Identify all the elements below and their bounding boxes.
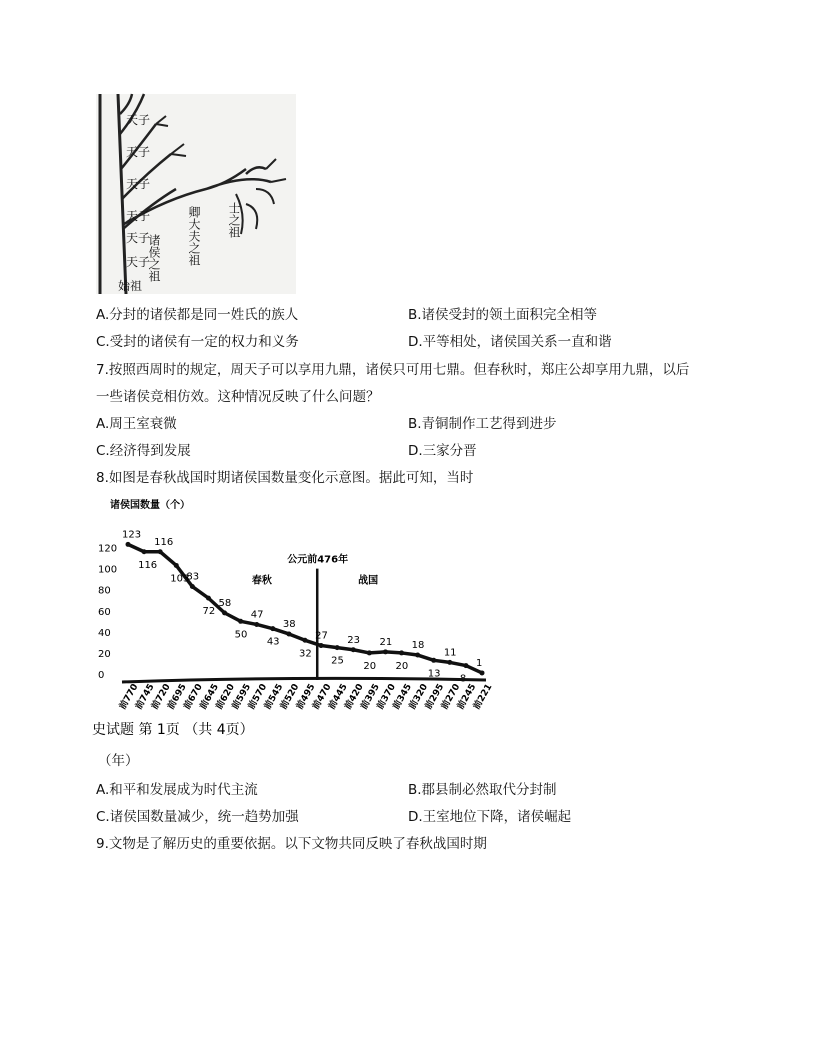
zhuhou-label: 诸侯之祖 — [147, 234, 161, 282]
q7-option-c: C.经济得到发展 — [96, 443, 191, 459]
value-label: 21 — [379, 636, 393, 648]
data-point — [319, 643, 324, 648]
q7-stem-line2: 一些诸侯竞相仿效。这种情况反映了什么问题？ — [96, 389, 380, 405]
value-label: 25 — [331, 655, 344, 667]
x-tick-label: 前345 — [391, 682, 415, 712]
x-tick-label: 前695 — [166, 682, 189, 712]
q8-option-a: A.和平和发展成为时代主流 — [96, 782, 258, 798]
y-tick-label: 0 — [98, 670, 105, 681]
data-point — [399, 650, 404, 655]
data-point — [270, 626, 275, 631]
tianzi-label-6: 天子 — [126, 255, 151, 269]
data-point — [447, 660, 452, 665]
divider-label: 公元前476年 — [287, 554, 349, 566]
data-point — [238, 619, 243, 624]
tianzi-label-5: 天子 — [126, 231, 151, 245]
x-tick-label: 前395 — [359, 682, 382, 712]
data-point — [480, 670, 485, 675]
x-tick-label: 前245 — [455, 682, 479, 712]
data-point — [126, 542, 131, 547]
value-label: 32 — [299, 648, 312, 660]
value-label: 47 — [250, 609, 264, 621]
value-label: 116 — [154, 536, 174, 548]
x-tick-label: 前495 — [294, 682, 318, 712]
q7-option-a: A.周王室衰微 — [96, 416, 177, 432]
q6-option-d: D.平等相处，诸侯国关系一直和谐 — [408, 334, 612, 350]
x-tick-label: 前320 — [407, 682, 431, 712]
value-label: 27 — [315, 630, 328, 642]
x-tick-label: 前645 — [198, 682, 221, 712]
q9-stem: 9.文物是了解历史的重要依据。以下文物共同反映了春秋战国时期 — [96, 836, 487, 852]
y-tick-label: 120 — [98, 543, 118, 555]
value-label: 1 — [476, 657, 483, 669]
data-point — [303, 638, 308, 643]
value-label: 8 — [459, 673, 467, 685]
data-point — [254, 622, 259, 627]
value-label: 38 — [282, 618, 296, 630]
x-tick-label: 前595 — [230, 682, 254, 712]
tianzi-label-1: 天子 — [126, 113, 151, 127]
q6-option-b: B.诸侯受封的领土面积完全相等 — [408, 307, 598, 323]
q8-option-b: B.郡县制必然取代分封制 — [408, 782, 557, 798]
value-label: 58 — [218, 597, 232, 609]
q6-option-a: A.分封的诸侯都是同一姓氏的族人 — [96, 307, 299, 323]
value-label: 20 — [363, 660, 377, 672]
x-tick-label: 前770 — [117, 682, 141, 712]
x-tick-label: 前221 — [471, 682, 495, 712]
state-count-line-chart — [92, 492, 495, 742]
value-label: 11 — [443, 647, 457, 659]
x-tick-label: 前620 — [214, 682, 238, 712]
chart-ylabel: 诸侯国数量（个） — [110, 500, 190, 511]
data-point — [431, 658, 436, 663]
period-zhanguo-label: 战国 — [358, 575, 379, 587]
shizu-label: 始祖 — [118, 279, 143, 293]
value-label: 83 — [186, 571, 200, 583]
q7-stem-line1: 7.按照西周时的规定，周天子可以享用九鼎，诸侯只可用七鼎。但春秋时，郑庄公却享用九鼎，以后 — [96, 362, 690, 378]
value-label: 72 — [202, 606, 216, 618]
value-label: 116 — [138, 559, 158, 571]
x-tick-label: 前545 — [262, 682, 286, 712]
y-tick-label: 20 — [98, 648, 111, 660]
genealogy-tree-figure — [96, 94, 296, 294]
data-point — [367, 650, 372, 655]
data-point — [351, 647, 356, 652]
value-label: 43 — [266, 636, 280, 648]
value-label: 13 — [427, 668, 441, 680]
value-label: 123 — [122, 529, 142, 541]
data-point — [174, 563, 179, 568]
q6-option-c: C.受封的诸侯有一定的权力和义务 — [96, 334, 299, 350]
y-tick-label: 40 — [98, 627, 111, 639]
value-label: 103 — [170, 573, 190, 585]
value-label: 20 — [395, 660, 409, 672]
q8-option-d: D.王室地位下降，诸侯崛起 — [408, 809, 572, 825]
data-point — [222, 610, 227, 615]
x-tick-label: 前270 — [439, 682, 463, 712]
x-tick-label: 前520 — [278, 682, 302, 712]
data-point — [383, 649, 388, 654]
x-tick-label: 前445 — [327, 682, 350, 712]
x-tick-label: 前420 — [343, 682, 366, 712]
q8-stem: 8.如图是春秋战国时期诸侯国数量变化示意图。据此可知，当时 — [96, 470, 474, 486]
q7-option-d: D.三家分晋 — [408, 443, 477, 459]
q8-option-c: C.诸侯国数量减少，统一趋势加强 — [96, 809, 299, 825]
data-point — [142, 549, 147, 554]
page-footer: 史试题 第 1页 （共 4页） — [92, 722, 254, 738]
tianzi-label-2: 天子 — [126, 145, 151, 159]
period-chunqiu-label: 春秋 — [251, 575, 272, 587]
x-tick-label: 前745 — [134, 682, 157, 712]
data-point — [335, 645, 340, 650]
y-tick-label: 60 — [98, 606, 111, 618]
value-label: 23 — [347, 634, 361, 646]
y-tick-label: 100 — [98, 564, 118, 576]
shi-label: 士之祖 — [227, 202, 241, 238]
x-tick-label: 前370 — [375, 682, 398, 712]
data-point — [190, 584, 195, 589]
value-label: 50 — [234, 629, 248, 641]
x-tick-label: 前720 — [150, 682, 173, 712]
y-tick-label: 80 — [98, 585, 111, 597]
data-point — [206, 596, 211, 601]
tianzi-label-3: 天子 — [126, 177, 151, 191]
chart-xlabel: （年） — [98, 753, 139, 769]
x-tick-label: 前295 — [423, 682, 447, 712]
data-point — [158, 549, 163, 554]
x-tick-label: 前670 — [182, 682, 205, 712]
q7-option-b: B.青铜制作工艺得到进步 — [408, 416, 557, 432]
x-tick-label: 前570 — [246, 682, 270, 712]
data-point — [415, 653, 420, 658]
x-tick-label: 前470 — [311, 682, 334, 712]
data-point — [463, 663, 468, 668]
data-point — [286, 631, 291, 636]
qing-label: 卿大夫之祖 — [187, 206, 201, 266]
tianzi-label-4: 天子 — [126, 209, 151, 223]
value-label: 18 — [411, 640, 425, 652]
